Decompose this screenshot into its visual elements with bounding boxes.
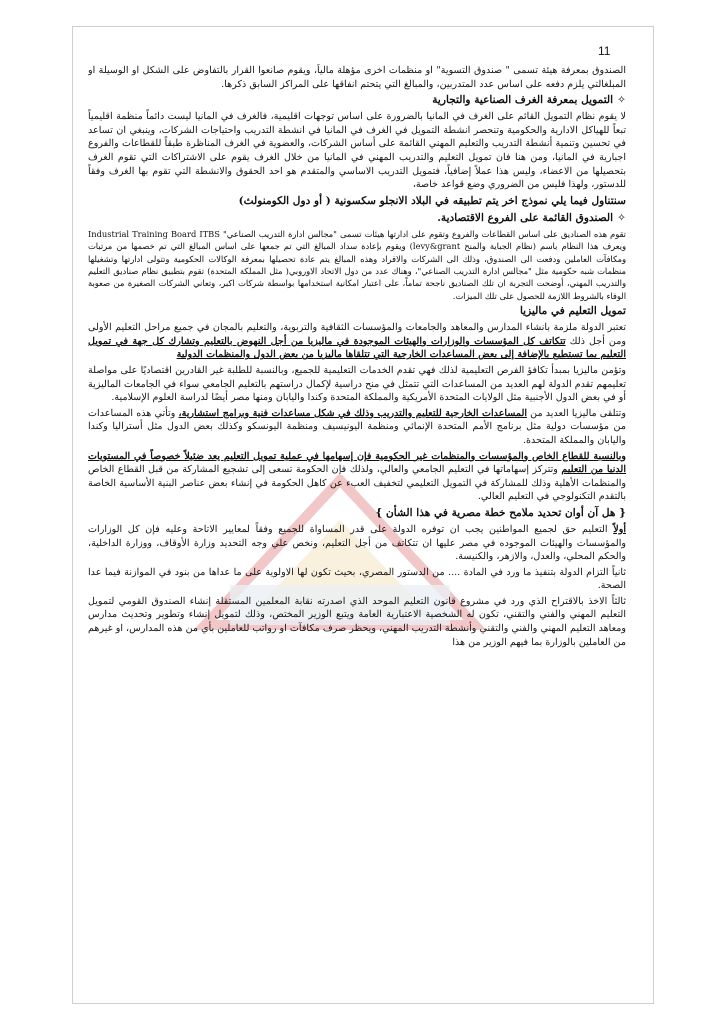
emphasized-text: المساعدات الخارجية للتعليم والتدريب وذلك في شكل مساعدات فنية وبرامج استشارية،: [178, 407, 528, 419]
paragraph: [88, 523, 626, 564]
paragraph: الصندوق بمعرفة هيئة تسمى " صندوق التسوية" او منظمات اخرى مؤهلة مالياً، ويقوم صانعوا القرار بالتفاوض على الشكل او الوسيلة او المبلغالتي يلزم دفعه على اساس عدد المتدربين، والمبالغ التي يتحتم انفاقها على المراكز السابق ذكرها.: [88, 65, 626, 90]
document-body: [88, 64, 626, 999]
section-heading: [88, 194, 626, 209]
emphasized-text: وبالنسبة للقطاع الخاص والمؤسسات والمنظمات غير الحكومية فإن إسهامها في عملية تمويل التعليم يعد ضئيلاً خصوصاً في المستويات الدنيا من التعليم: [88, 450, 626, 476]
heading-text: التمويل بمعرفة الغرف الصناعية والتجارية: [432, 94, 614, 107]
paragraph: [88, 407, 626, 448]
paragraph-text: وتتركز إسهاماتها في التعليم الجامعي والعالي، ولذلك فإن الحكومة تسعى إلى تشجيع المشاركة من قبل القطاع الخاص والمنظمات الأهلية وذلك للمشاركة في التمويل التعليمي لتخفيف العبء عن كاهل الحكومة في إنشاء بعض عناصر البنية الأساسية الخاصة بالتقدم التكنولوجي في التعليم العالي.: [88, 464, 626, 503]
paragraph: ثانياً التزام الدولة بتنفيذ ما ورد في المادة .... من الدستور المصري، بحيث تكون لها الاولوية على ما عداها من بنود في الموازنة فيما عدا الصحة.: [88, 566, 626, 592]
section-heading: [88, 304, 626, 319]
paragraph: ثالثاً الاخذ بالاقتراح الذي ورد في مشروع قانون التعليم الموحد الذي اصدرته نقابة المعلمين المستقلة إنشاء الصندوق القومي لتمويل التعليم المهني والفني والتقني، تكون له الشخصية الاعتبارية العامة ويتبع الوزير المختص، وذلك لتمويل إنشاء وتطوير وتحديث مدارس ومعاهد التعليم المهني والفني والتقني وأنشطة التدريب المهني، ويحظر صرف مكافآت او رواتب للعاملين بأي من هذه المدارس، او غيرهم من العاملين بالوزارة بما فيهم الوزير من هذا: [88, 595, 626, 648]
paragraph: تقوم هذه الصناديق على اساس القطاعات والفروع وتقوم على ادارتها هيئات تسمى "مجالس ادارة التدريب الصناعي" Industrial Training Board ITBS ويعرف هذا النظام باسم (نظام الجباية والمنح levy&grant) ويقوم بإعادة سداد المبالغ التي تم جمعها على اساس المبالغ التي تم خصمها من مرتبات ومكافآت العاملين ودفعت الى الصندوق، وذلك الى الشركات والافراد وهذه المبالغ يتم عادة تحصيلها بمعرفة الوكالات الحكومية وتتولى ادارتها وتشغيلها منظمات شبه حكومية مثل "مجالس ادارة التدريب الصناعي"، وهناك عدد من دول الاتحاد الاوروبي( مثل المملكة المتحدة) تقوم بتطبيق نظام صناديق التعليم والتدريب المهني، أوضحت التجربة ان تلك الصناديق ناجحة تماماً، على اعتبار امكانية استخدامها بواسطة شركات اكبر، وتعاني الشركات الصغيرة من صعوبة الوفاء بالشروط اللازمة للحصول على تلك الميزات.: [88, 228, 626, 301]
section-heading: [88, 93, 626, 108]
heading-text: سنتناول فيما يلي نموذج اخر يتم تطبيقه في البلاد الانجلو سكسونية ( أو دول الكومنولث): [238, 194, 626, 207]
paragraph-text: وتأتي هذه المساعدات من مؤسسات دولية مثل برنامج الأمم المتحدة الإنمائي ومنظمة اليونيسيف ومنظمة اليونسكو وكذلك بعض الدول مثل أستراليا وكندا واليابان والمملكة المتحدة.: [88, 407, 626, 446]
paragraph: لا يقوم نظام التمويل القائم على الغرف في المانيا بالضرورة على اساس توجهات اقليمية، فالغرف في المانيا ليست دائماً منظمة اقليمياً تبعاً للهياكل الادارية والحكومية وتنحصر انشطة التمويل في الغرف في المانيا في انشطة التدريب واحتياجات الشركات، وينبغي ان تساعد في تحسين وتنمية أنشطة التدريب والتعليم المهني القائمة على أساس الشركات، والعضوية في الغرف المناظرة طبقاً للقطاعات والفروع اجبارية في المانيا، ومن هنا فان تمويل التعليم والتدريب المهني في المانيا من خلال الغرف يقوم على الاشتراكات التي تقوم الغرف بتحصيلها من الاعضاء، وليس هذا عملاً إضافياً، فتمويل التدريب الاساسي والمتقدم هو احد الحقوق والانشطة التي تقوم بها الغرف وفقاً للدستور، ولهذا فليس من الضروري وضع قواعد خاصة،: [88, 111, 626, 191]
heading-text: تمويل التعليم في ماليزيا: [519, 305, 626, 318]
diamond-bullet-icon: ✧: [617, 94, 626, 107]
paragraph: وتؤمن ماليزيا بمبدأ تكافؤ الفرص التعليمية لذلك فهي تقدم الخدمات التعليمية للجميع، وبالنسبة للطلبة غير القادرين اقتصاديًا على مواصلة تعليمهم تقدم الدولة لهم العديد من المساعدات التي تتمثل في منح دراسية لإكمال دراستهم بالتعليم الجامعي سواء في الجامعات الماليزية أو في بعض الدول الأجنبية مثل الولايات المتحدة الأمريكية والمملكة المتحدة وكندا واليابان ومنها مصر أيضًا لدراسة العلوم الإسلامية.: [88, 364, 626, 404]
emphasized-text: تتكاتف كل المؤسسات والوزارات والهيئات الموجودة في ماليزيا من أجل النهوض بالتعليم وتشارك كل جهة في تمويل التعليم بما تستطيع بالإضافة إلى بعض المساعدات الخارجية التي تتلقاها ماليزيا من بعض الدول والمنظمات الدولية: [88, 335, 626, 361]
emphasized-text: أولاً: [613, 523, 626, 535]
paragraph-text: تعتبر الدولة ملزمة بانشاء المدارس والمعاهد والجامعات والمؤسسات الثقافية والتربوية، والتعليم بالمجان في جميع مراحل التعليم الأولى ومن أجل ذلك: [88, 322, 626, 347]
section-heading: [88, 211, 626, 226]
paragraph: [88, 321, 626, 362]
paragraph: [88, 450, 626, 504]
diamond-bullet-icon: ✧: [617, 211, 626, 224]
heading-text: الصندوق القائمة على الفروع الاقتصادية.: [437, 211, 614, 224]
paragraph-text: وتتلقى ماليزيا العديد من: [527, 407, 626, 419]
section-heading: [88, 506, 626, 521]
page-number: 11: [598, 44, 611, 58]
paragraph-text: التعليم حق لجميع المواطنين يجب ان توفره الدولة على قدر المساواة للجميع وفقاً لمعايير الاتاحة وعليه فإن كل الوزارات والمؤسسات والهيئات الموجوده في مصر عليها ان تتكاتف من أجل التعليم، ونخص علي وجه التحديد وزارة الأوقاف، ووزارة الداخلية، والحكم المحلي، والعدل، والازهر، والكنيسة.: [88, 523, 626, 563]
heading-text: { هل آن أوان تحديد ملامح خطة مصرية في هذا الشأن }: [375, 506, 626, 519]
